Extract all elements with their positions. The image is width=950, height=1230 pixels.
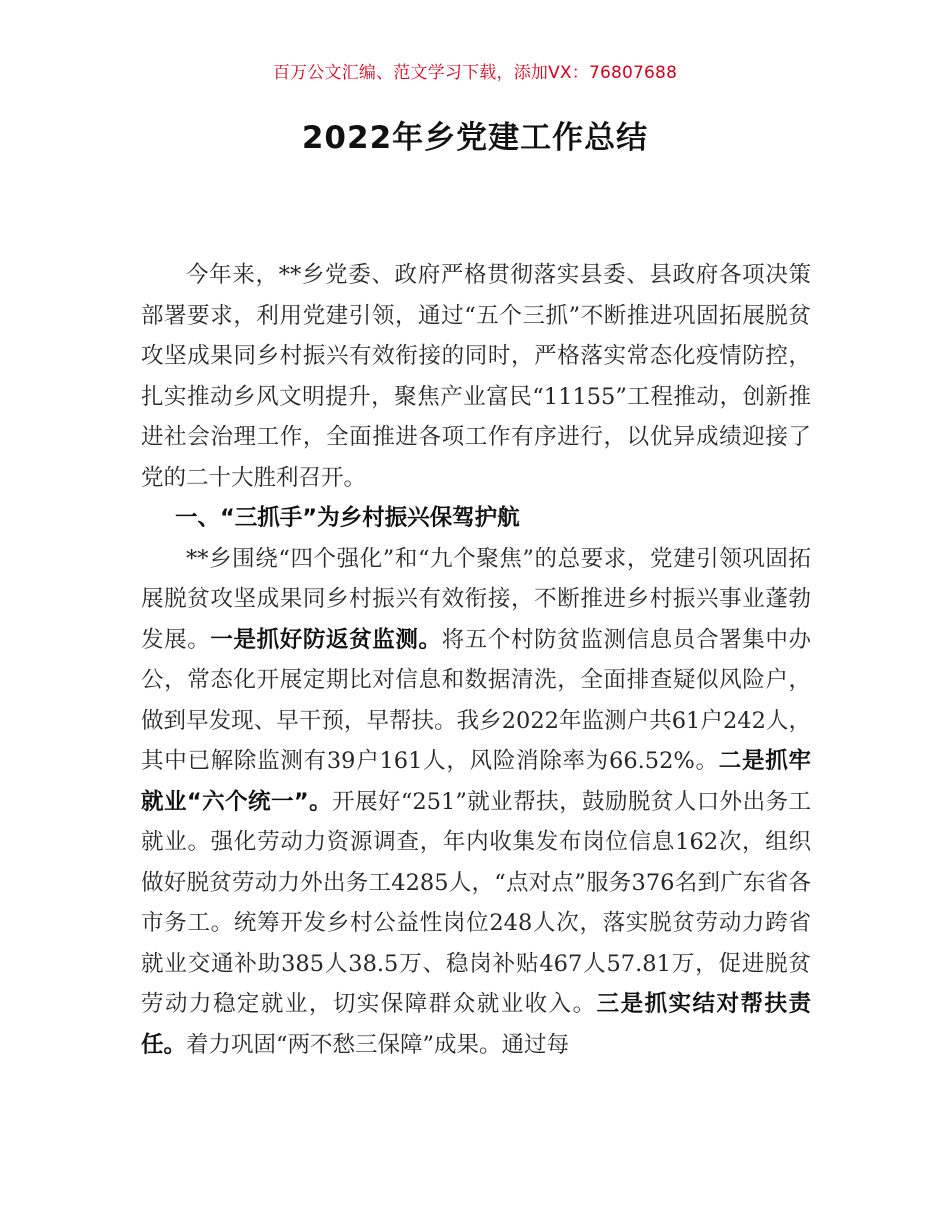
section-1-paragraph	[141, 539, 811, 1066]
document-body	[141, 255, 811, 1065]
section-1-text-4: 着力巩固“两不愁三保障”成果。通过每	[186, 1031, 570, 1058]
section-1-text-3: 开展好“251”就业帮扶，鼓励脱贫人口外出务工就业。强化劳动力资源调查，年内收集发布岗位信息162次，组织做好脱贫劳动力外出务工4285人，“点对点”服务376名到广东省各市务工。统筹开发乡村公益性岗位248人次，落实脱贫劳动力跨省就业交通补助385人38.5万、稳岗补贴467人57.81万，促进脱贫劳动力稳定就业，切实保障群众就业收入。	[141, 788, 812, 1017]
section-1-bold-3: 三是抓实结对帮扶责任。	[141, 991, 811, 1058]
page-title: 2022年乡党建工作总结	[301, 120, 649, 156]
section-1-text-2: 将五个村防贫监测信息员合署集中办公，常态化开展定期比对信息和数据清洗，全面排查疑似风险户，做到早发现、早干预，早帮扶。我乡2022年监测户共61户242人，其中已解除监测有39户161人，风险消除率为66.52%。	[141, 626, 811, 774]
section-1-bold-1: 一是抓好防返贫监测。	[210, 626, 442, 653]
section-1-text-1: **乡围绕“四个强化”和“九个聚焦”的总要求，党建引领巩固拓展脱贫攻坚成果同乡村振兴有效衔接，不断推进乡村振兴事业蓬勃发展。	[141, 545, 811, 653]
promo-header-note: 百万公文汇编、范文学习下载，添加VX：76807688	[272, 63, 678, 83]
section-heading-1: 一、“三抓手”为乡村振兴保驾护航	[175, 505, 520, 531]
intro-paragraph: 今年来，**乡党委、政府严格贯彻落实县委、县政府各项决策部署要求，利用党建引领，通过“五个三抓”不断推进巩固拓展脱贫攻坚成果同乡村振兴有效衔接的同时，严格落实常态化疫情防控，扎实推动乡风文明提升，聚焦产业富民“11155”工程推动，创新推进社会治理工作，全面推进各项工作有序进行，以优异成绩迎接了党的二十大胜利召开。	[141, 262, 811, 491]
section-1-bold-2: 二是抓牢就业“六个统一”。	[141, 748, 811, 815]
